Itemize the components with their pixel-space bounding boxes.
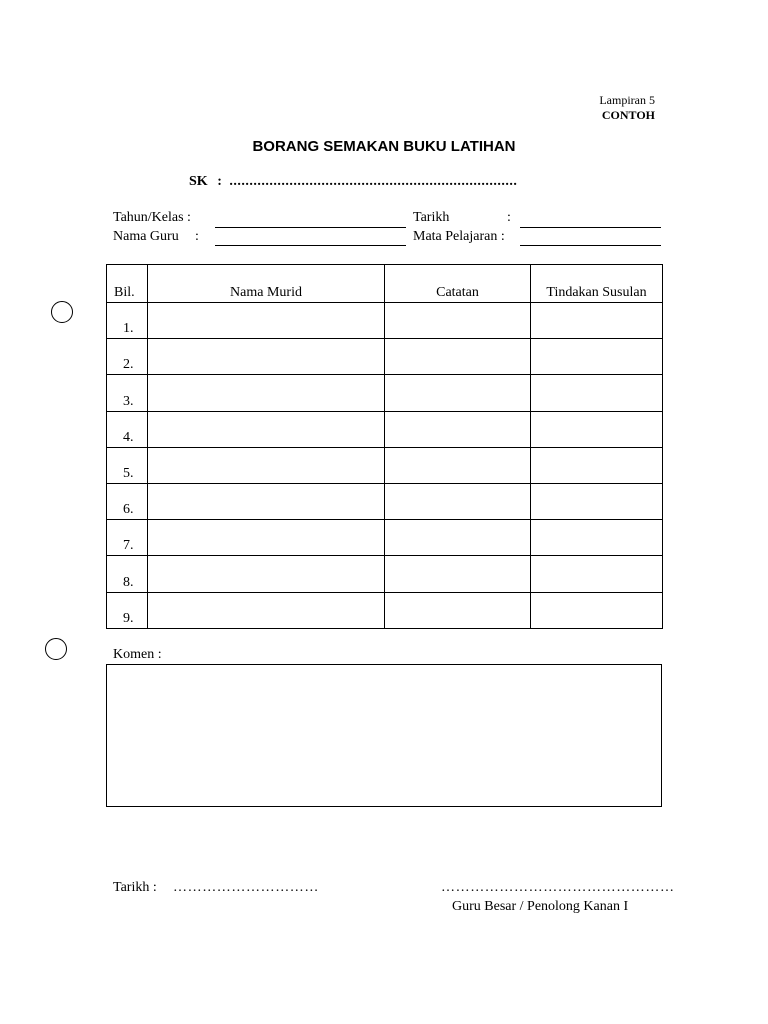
header-bil: Bil. xyxy=(107,265,148,303)
student-name-cell[interactable] xyxy=(148,375,385,411)
student-name-cell[interactable] xyxy=(148,483,385,519)
follow-up-cell[interactable] xyxy=(531,303,663,339)
comment-box[interactable] xyxy=(106,664,662,807)
teacher-name-field[interactable] xyxy=(215,245,406,246)
notes-cell[interactable] xyxy=(385,375,531,411)
row-number: 8. xyxy=(107,556,148,592)
date-colon: : xyxy=(507,210,511,225)
year-class-field[interactable] xyxy=(215,227,406,228)
notes-cell[interactable] xyxy=(385,303,531,339)
follow-up-cell[interactable] xyxy=(531,520,663,556)
table-row xyxy=(107,592,663,628)
year-class-label: Tahun/Kelas : xyxy=(113,210,191,225)
footer-date-blank[interactable]: ………………………… xyxy=(173,880,319,895)
appendix-label: Lampiran 5 xyxy=(599,93,655,107)
student-name-cell[interactable] xyxy=(148,411,385,447)
subject-label: Mata Pelajaran : xyxy=(413,229,505,244)
date-field[interactable] xyxy=(520,227,661,228)
comment-label: Komen : xyxy=(113,647,162,662)
student-name-cell[interactable] xyxy=(148,339,385,375)
table-row xyxy=(107,447,663,483)
school-line xyxy=(189,174,517,190)
table-row xyxy=(107,375,663,411)
signature-blank[interactable]: ………………………………………… xyxy=(441,880,675,895)
row-number: 6. xyxy=(107,483,148,519)
table-row xyxy=(107,303,663,339)
row-number: 5. xyxy=(107,447,148,483)
notes-cell[interactable] xyxy=(385,556,531,592)
notes-cell[interactable] xyxy=(385,483,531,519)
student-name-cell[interactable] xyxy=(148,447,385,483)
follow-up-cell[interactable] xyxy=(531,483,663,519)
row-number: 9. xyxy=(107,592,148,628)
sample-label: CONTOH xyxy=(601,108,655,122)
row-number: 1. xyxy=(107,303,148,339)
follow-up-cell[interactable] xyxy=(531,556,663,592)
header-tindakan-susulan: Tindakan Susulan xyxy=(531,265,663,303)
table-header-row xyxy=(107,265,663,303)
footer-date-label: Tarikh : xyxy=(113,880,157,895)
school-colon: : xyxy=(217,174,222,189)
notes-cell[interactable] xyxy=(385,447,531,483)
header-nama-murid: Nama Murid xyxy=(148,265,385,303)
signatory-title: Guru Besar / Penolong Kanan I xyxy=(452,899,629,914)
student-name-cell[interactable] xyxy=(148,520,385,556)
follow-up-cell[interactable] xyxy=(531,592,663,628)
table-row xyxy=(107,339,663,375)
school-name-blank[interactable]: ........................................................................ xyxy=(229,174,518,189)
teacher-colon: : xyxy=(195,229,199,244)
teacher-label: Nama Guru xyxy=(113,229,179,244)
student-table xyxy=(106,264,663,629)
punch-hole-top xyxy=(51,301,73,323)
follow-up-cell[interactable] xyxy=(531,339,663,375)
student-name-cell[interactable] xyxy=(148,556,385,592)
table-row xyxy=(107,520,663,556)
subject-field[interactable] xyxy=(520,245,661,246)
notes-cell[interactable] xyxy=(385,592,531,628)
student-name-cell[interactable] xyxy=(148,303,385,339)
notes-cell[interactable] xyxy=(385,339,531,375)
follow-up-cell[interactable] xyxy=(531,411,663,447)
follow-up-cell[interactable] xyxy=(531,447,663,483)
row-number: 4. xyxy=(107,411,148,447)
student-name-cell[interactable] xyxy=(148,592,385,628)
punch-hole-bottom xyxy=(45,638,67,660)
header-catatan: Catatan xyxy=(385,265,531,303)
school-label: SK xyxy=(189,174,208,189)
form-title: BORANG SEMAKAN BUKU LATIHAN xyxy=(252,138,516,155)
row-number: 2. xyxy=(107,339,148,375)
follow-up-cell[interactable] xyxy=(531,375,663,411)
date-label: Tarikh xyxy=(413,210,450,225)
table-row xyxy=(107,411,663,447)
notes-cell[interactable] xyxy=(385,411,531,447)
row-number: 7. xyxy=(107,520,148,556)
notes-cell[interactable] xyxy=(385,520,531,556)
table-row xyxy=(107,556,663,592)
table-row xyxy=(107,483,663,519)
row-number: 3. xyxy=(107,375,148,411)
